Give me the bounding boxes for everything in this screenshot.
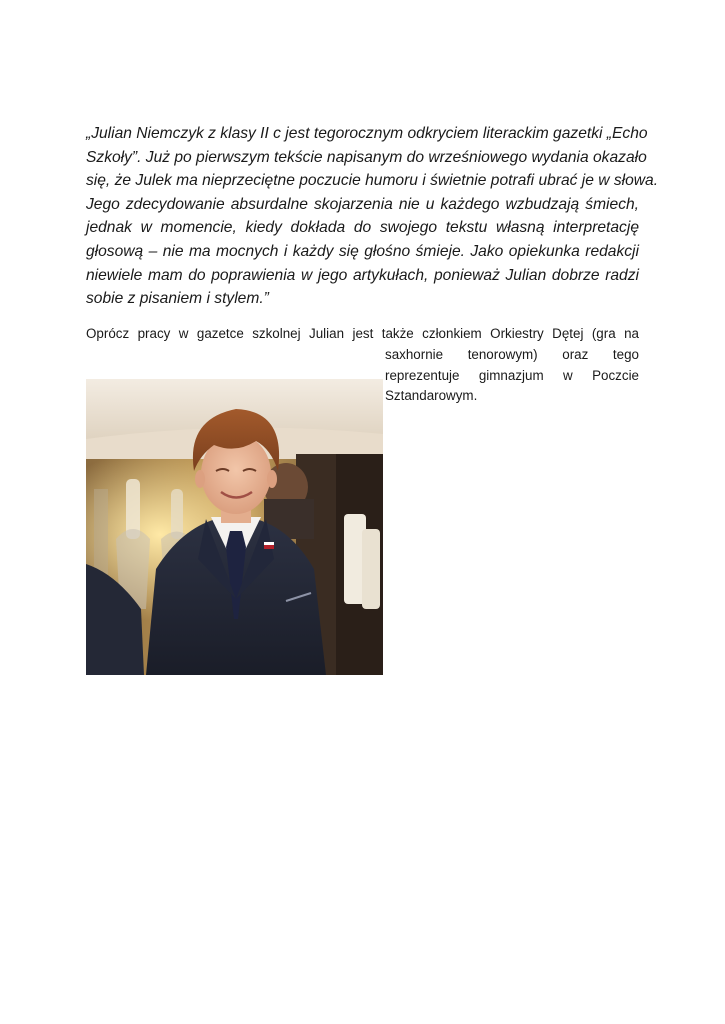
paragraph-wrapped [385,345,639,407]
portrait-photo-illustration [86,379,383,675]
quote-line: „Julian Niemczyk z klasy II c jest tegorocznym odkryciem literackim gazetki „Echo [86,125,648,142]
paragraph-line: saxhornie tenorowym) oraz tego [385,347,639,362]
quote-line: niewiele mam do poprawienia w jego artykułach, ponieważ Julian dobrze radzi [86,266,639,284]
quote-line: głosową – nie ma mocnych i każdy się głośno śmieje. Jako opiekunka redakcji [86,242,639,260]
portrait-photo [86,379,383,675]
quote-block [86,122,659,311]
quote-line-last: sobie z pisaniem i stylem.” [86,290,269,308]
quote-line: się, że Julek ma nieprzeciętne poczucie humoru i świetnie potrafi ubrać je w słowa. [86,172,659,190]
quote-line: jednak w momencie, kiedy dokłada do swojego tekstu własną interpretację [86,219,639,237]
paragraph-first-line: Oprócz pracy w gazetce szkolnej Julian jest także członkiem Orkiestry Dętej (gra na [86,326,639,341]
quote-line: Szkoły”. Już po pierwszym tekście napisanym do wrześniowego wydania okazało [86,148,647,166]
quote-line: Jego zdecydowanie absurdalne skojarzenia nie u każdego wzbudzają śmiech, [86,195,639,213]
paragraph-line-last: Sztandarowym. [385,388,478,404]
paragraph-line: reprezentuje gimnazjum w Poczcie [385,367,639,383]
